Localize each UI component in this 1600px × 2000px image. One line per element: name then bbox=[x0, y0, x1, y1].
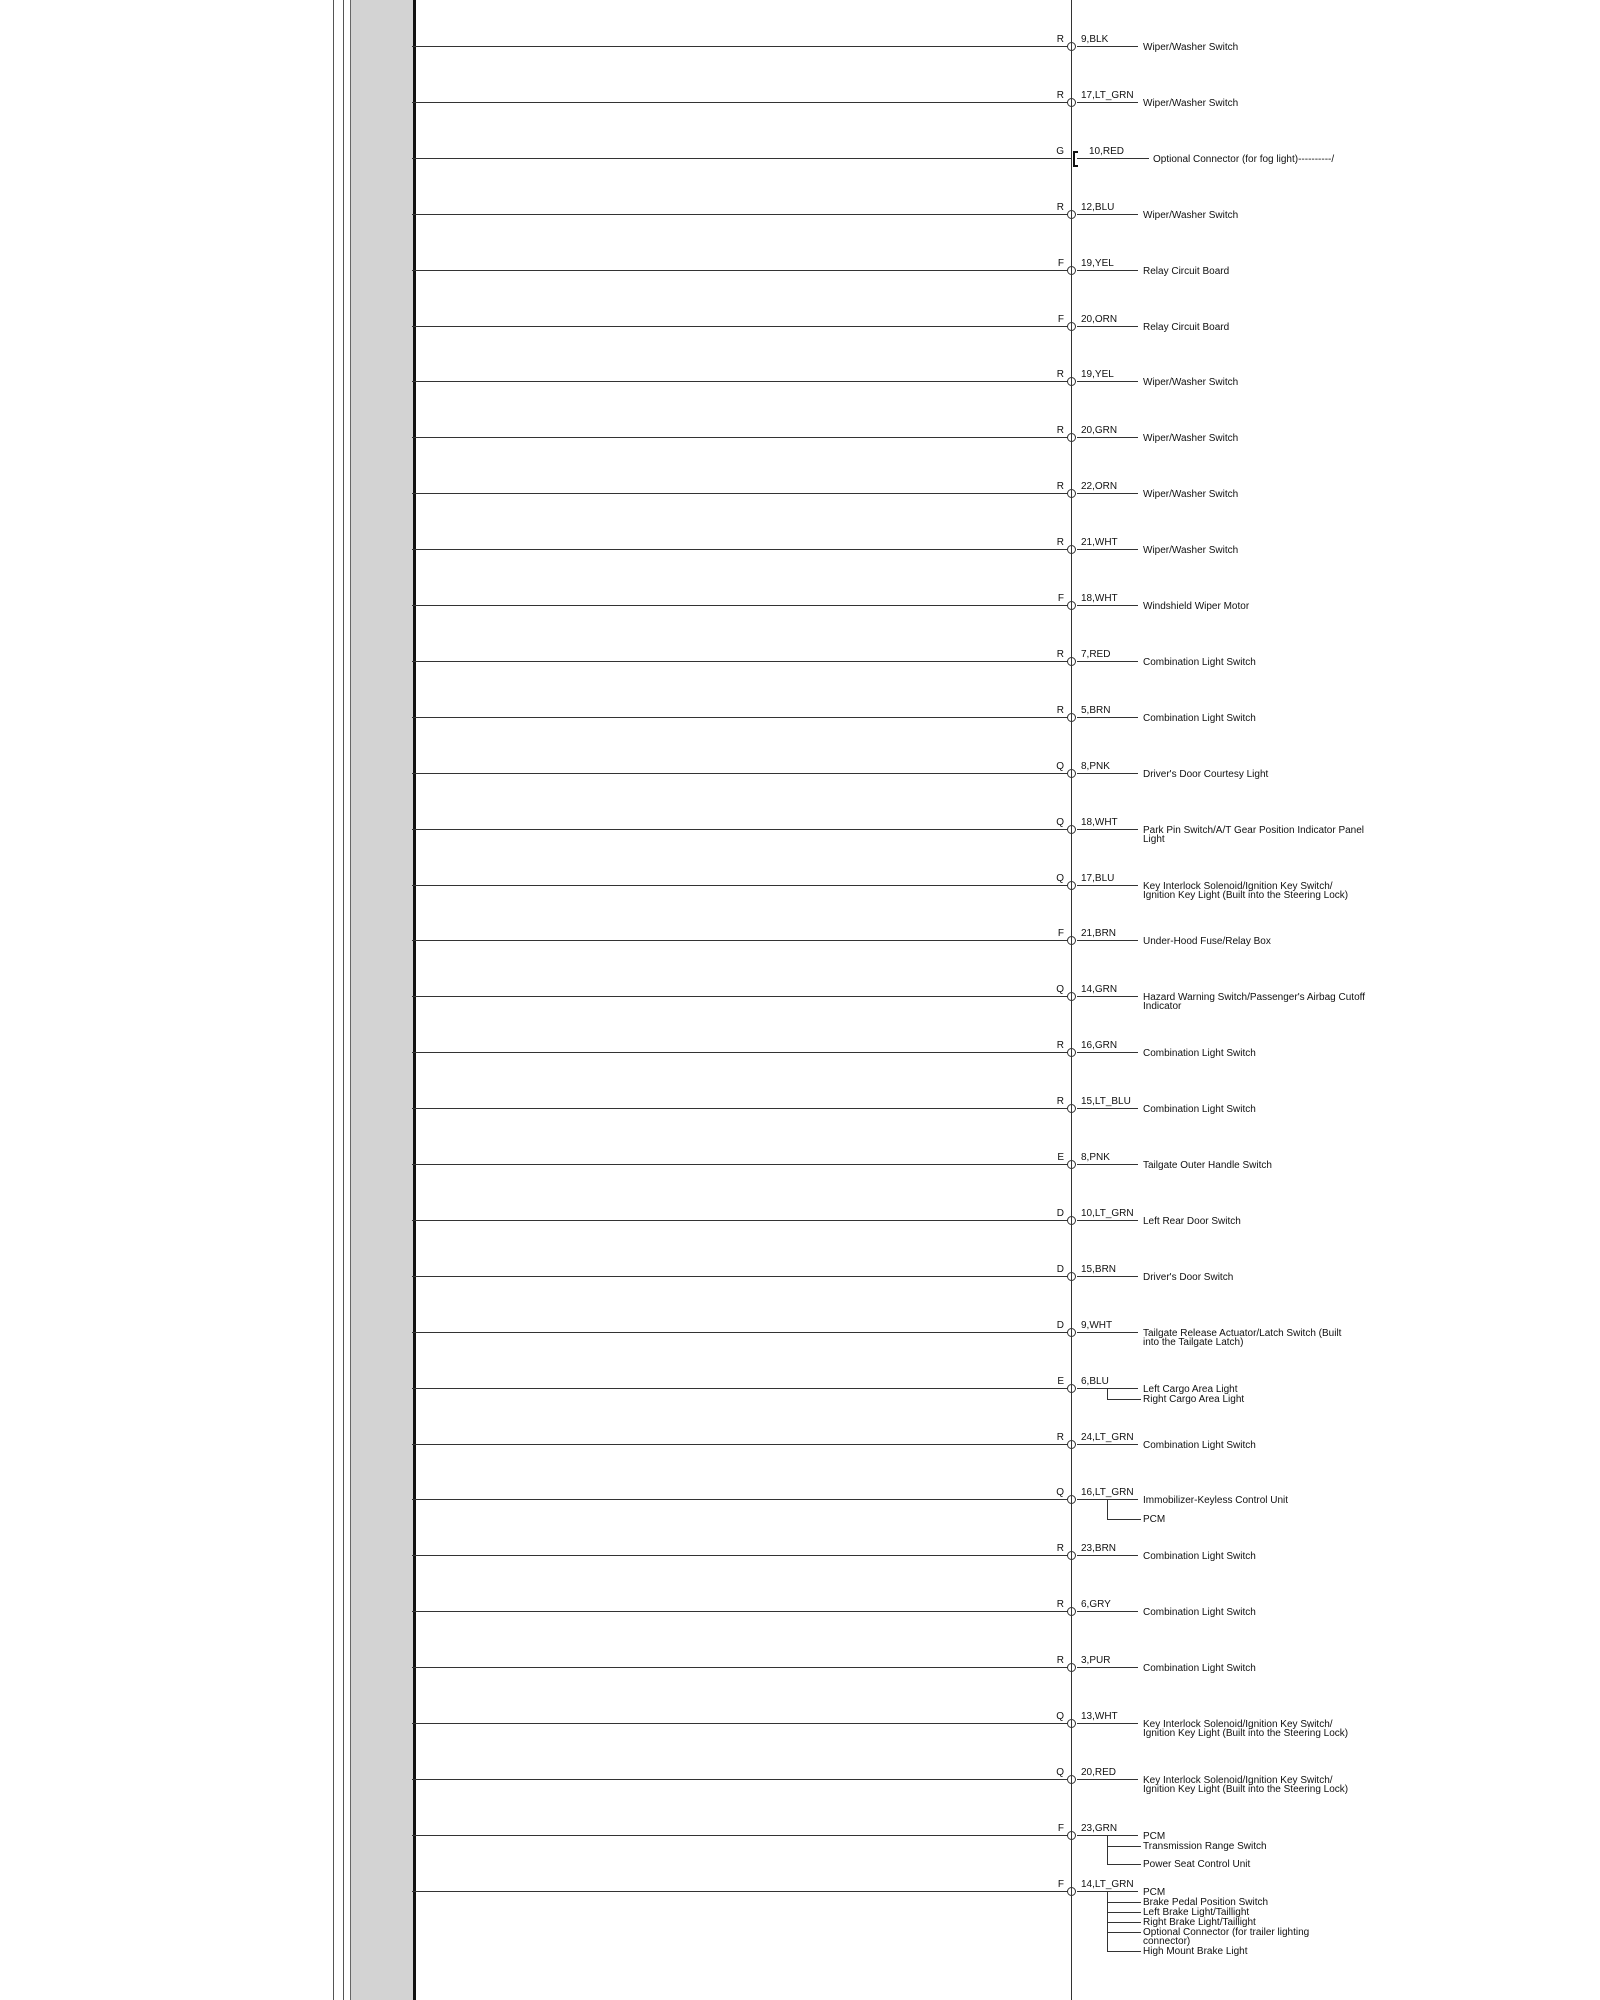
wire-line bbox=[412, 1220, 1071, 1221]
destination-label: PCM bbox=[1143, 1514, 1166, 1525]
wire-code-label: 8,PNK bbox=[1081, 761, 1110, 772]
connector-letter: E bbox=[1057, 1376, 1064, 1387]
wire-code-label: 17,BLU bbox=[1081, 873, 1115, 884]
connector-letter: R bbox=[1056, 425, 1064, 436]
wire-line bbox=[412, 1276, 1071, 1277]
wire-row bbox=[0, 1657, 1600, 1713]
destination-label: Combination Light Switch bbox=[1143, 1104, 1256, 1115]
terminal-symbol bbox=[1067, 1272, 1076, 1281]
wire-row bbox=[0, 316, 1600, 372]
terminal-symbol bbox=[1067, 433, 1076, 442]
wire-code-label: 9,WHT bbox=[1081, 1320, 1113, 1331]
connector-letter: F bbox=[1057, 258, 1064, 269]
destination-label: Brake Pedal Position Switch bbox=[1143, 1897, 1269, 1908]
wire-row bbox=[0, 1042, 1600, 1098]
wire-code-underline bbox=[1077, 326, 1138, 327]
destination-label: Left Cargo Area Light bbox=[1143, 1384, 1238, 1395]
branch-line-horizontal bbox=[1107, 1399, 1141, 1400]
wire-row bbox=[0, 539, 1600, 595]
wire-code-underline bbox=[1077, 1723, 1138, 1724]
wire-code-underline bbox=[1077, 717, 1138, 718]
connector-letter: F bbox=[1057, 593, 1064, 604]
wire-code-label: 14,GRN bbox=[1081, 984, 1118, 995]
wire-line bbox=[412, 996, 1071, 997]
destination-label: Combination Light Switch bbox=[1143, 1440, 1256, 1451]
wire-row bbox=[0, 1154, 1600, 1210]
connector-letter: R bbox=[1056, 90, 1064, 101]
destination-label: Combination Light Switch bbox=[1143, 657, 1256, 668]
destination-label: Under-Hood Fuse/Relay Box bbox=[1143, 936, 1271, 947]
destination-label: Wiper/Washer Switch bbox=[1143, 545, 1239, 556]
wire-code-label: 6,GRY bbox=[1081, 1599, 1111, 1610]
branch-line-vertical bbox=[1107, 1835, 1108, 1864]
wire-code-label: 10,LT_GRN bbox=[1081, 1208, 1134, 1219]
terminal-symbol bbox=[1067, 1048, 1076, 1057]
terminal-symbol bbox=[1067, 601, 1076, 610]
connector-bracket-symbol bbox=[1073, 151, 1078, 167]
wire-code-underline bbox=[1077, 1276, 1138, 1277]
connector-letter: F bbox=[1057, 314, 1064, 325]
wire-code-label: 8,PNK bbox=[1081, 1152, 1110, 1163]
terminal-symbol bbox=[1067, 936, 1076, 945]
branch-line-vertical bbox=[1107, 1388, 1108, 1399]
terminal-symbol bbox=[1067, 545, 1076, 554]
wire-line bbox=[412, 1779, 1071, 1780]
branch-line-horizontal bbox=[1107, 1846, 1141, 1847]
wire-code-label: 22,ORN bbox=[1081, 481, 1118, 492]
wire-code-underline bbox=[1077, 493, 1138, 494]
wire-code-label: 9,BLK bbox=[1081, 34, 1109, 45]
wire-line bbox=[412, 46, 1071, 47]
destination-label: PCM bbox=[1143, 1831, 1166, 1842]
wire-code-underline bbox=[1077, 1444, 1138, 1445]
destination-label: Wiper/Washer Switch bbox=[1143, 42, 1239, 53]
branch-line-horizontal bbox=[1107, 1912, 1141, 1913]
wire-line bbox=[412, 381, 1071, 382]
wire-row bbox=[0, 1769, 1600, 1825]
destination-label: Key Interlock Solenoid/Ignition Key Switch/ Ignition Key Light (Built into the Steering Lock) bbox=[1143, 881, 1349, 901]
terminal-symbol bbox=[1067, 489, 1076, 498]
terminal-symbol bbox=[1067, 1607, 1076, 1616]
wire-line bbox=[412, 1611, 1071, 1612]
terminal-symbol bbox=[1067, 1551, 1076, 1560]
wire-code-label: 18,WHT bbox=[1081, 817, 1118, 828]
connector-letter: R bbox=[1056, 1599, 1064, 1610]
connector-letter: E bbox=[1057, 1152, 1064, 1163]
connector-letter: R bbox=[1056, 481, 1064, 492]
wire-code-underline bbox=[1077, 1611, 1138, 1612]
wire-row bbox=[0, 483, 1600, 539]
wire-row bbox=[0, 1879, 1600, 1957]
terminal-symbol bbox=[1067, 825, 1076, 834]
connector-letter: D bbox=[1056, 1264, 1064, 1275]
wire-row bbox=[0, 260, 1600, 316]
wire-code-label: 21,BRN bbox=[1081, 928, 1117, 939]
wire-code-underline bbox=[1077, 1667, 1138, 1668]
wire-row bbox=[0, 92, 1600, 148]
wire-row bbox=[0, 1713, 1600, 1769]
connector-letter: R bbox=[1056, 1096, 1064, 1107]
wire-code-underline bbox=[1077, 885, 1138, 886]
wire-row bbox=[0, 875, 1600, 931]
terminal-symbol bbox=[1067, 1663, 1076, 1672]
wire-code-label: 21,WHT bbox=[1081, 537, 1118, 548]
destination-label: Park Pin Switch/A/T Gear Position Indicator Panel Light bbox=[1143, 825, 1365, 845]
terminal-symbol bbox=[1067, 98, 1076, 107]
destination-label: Key Interlock Solenoid/Ignition Key Switch/ Ignition Key Light (Built into the Steering Lock) bbox=[1143, 1719, 1349, 1739]
wire-row bbox=[0, 1825, 1600, 1881]
destination-label: Hazard Warning Switch/Passenger's Airbag Cutoff Indicator bbox=[1143, 992, 1366, 1012]
wire-line bbox=[412, 158, 1071, 159]
wire-line bbox=[412, 102, 1071, 103]
wire-code-underline bbox=[1077, 46, 1138, 47]
terminal-symbol bbox=[1067, 1440, 1076, 1449]
terminal-symbol bbox=[1067, 266, 1076, 275]
destination-label: Left Rear Door Switch bbox=[1143, 1216, 1241, 1227]
wire-line bbox=[412, 661, 1071, 662]
wire-row bbox=[0, 1545, 1600, 1601]
connector-letter: R bbox=[1056, 1655, 1064, 1666]
wire-row bbox=[0, 371, 1600, 427]
branch-line-horizontal bbox=[1107, 1902, 1141, 1903]
connector-letter: R bbox=[1056, 202, 1064, 213]
destination-label: Combination Light Switch bbox=[1143, 1551, 1256, 1562]
wire-row bbox=[0, 1489, 1600, 1545]
wire-code-underline bbox=[1077, 158, 1149, 159]
wire-row bbox=[0, 819, 1600, 875]
wire-code-underline bbox=[1077, 1779, 1138, 1780]
destination-label: High Mount Brake Light bbox=[1143, 1946, 1248, 1957]
terminal-symbol bbox=[1067, 1831, 1076, 1840]
destination-label: Wiper/Washer Switch bbox=[1143, 433, 1239, 444]
wire-row bbox=[0, 148, 1600, 204]
terminal-symbol bbox=[1067, 1495, 1076, 1504]
terminal-symbol bbox=[1067, 992, 1076, 1001]
wire-row bbox=[0, 204, 1600, 260]
wire-row bbox=[0, 1434, 1600, 1490]
connector-letter: Q bbox=[1056, 1767, 1064, 1778]
terminal-symbol bbox=[1067, 322, 1076, 331]
wire-code-label: 19,YEL bbox=[1081, 258, 1114, 269]
destination-label: Right Cargo Area Light bbox=[1143, 1394, 1245, 1405]
connector-letter: G bbox=[1056, 146, 1064, 157]
terminal-symbol bbox=[1067, 1719, 1076, 1728]
wire-code-label: 15,LT_BLU bbox=[1081, 1096, 1131, 1107]
connector-letter: R bbox=[1056, 1040, 1064, 1051]
destination-label: Right Brake Light/Taillight bbox=[1143, 1917, 1256, 1928]
destination-label: Power Seat Control Unit bbox=[1143, 1859, 1251, 1870]
wire-code-underline bbox=[1077, 270, 1138, 271]
wire-code-label: 5,BRN bbox=[1081, 705, 1111, 716]
wire-row bbox=[0, 986, 1600, 1042]
wire-code-underline bbox=[1077, 605, 1138, 606]
wire-line bbox=[412, 1667, 1071, 1668]
connector-letter: R bbox=[1056, 34, 1064, 45]
wire-code-underline bbox=[1077, 1332, 1138, 1333]
connector-letter: Q bbox=[1056, 1711, 1064, 1722]
wire-line bbox=[412, 1555, 1071, 1556]
wire-row bbox=[0, 1266, 1600, 1322]
destination-label: Optional Connector (for trailer lighting connector) bbox=[1143, 1927, 1310, 1947]
wire-code-underline bbox=[1077, 381, 1138, 382]
branch-line-horizontal bbox=[1107, 1519, 1141, 1520]
terminal-symbol bbox=[1067, 1216, 1076, 1225]
wire-code-underline bbox=[1077, 829, 1138, 830]
wire-line bbox=[412, 1388, 1071, 1389]
wire-code-label: 20,ORN bbox=[1081, 314, 1118, 325]
connector-letter: R bbox=[1056, 649, 1064, 660]
destination-label: Tailgate Outer Handle Switch bbox=[1143, 1160, 1272, 1171]
wire-code-label: 20,GRN bbox=[1081, 425, 1118, 436]
branch-line-horizontal bbox=[1107, 1951, 1141, 1952]
connector-letter: Q bbox=[1056, 984, 1064, 995]
wire-code-label: 19,YEL bbox=[1081, 369, 1114, 380]
destination-label: PCM bbox=[1143, 1887, 1166, 1898]
connector-letter: R bbox=[1056, 1543, 1064, 1554]
terminal-symbol bbox=[1067, 881, 1076, 890]
wire-code-label: 3,PUR bbox=[1081, 1655, 1111, 1666]
wire-code-label: 14,LT_GRN bbox=[1081, 1879, 1134, 1890]
connector-letter: Q bbox=[1056, 873, 1064, 884]
connector-letter: F bbox=[1057, 928, 1064, 939]
wire-line bbox=[412, 1164, 1071, 1165]
terminal-symbol bbox=[1067, 1887, 1076, 1896]
connector-letter: R bbox=[1056, 537, 1064, 548]
wire-row bbox=[0, 1210, 1600, 1266]
wire-row bbox=[0, 36, 1600, 92]
wire-code-label: 12,BLU bbox=[1081, 202, 1115, 213]
wire-line bbox=[412, 437, 1071, 438]
wire-line bbox=[412, 1444, 1071, 1445]
wire-line bbox=[412, 270, 1071, 271]
destination-label: Optional Connector (for fog light)----------/ bbox=[1153, 154, 1335, 165]
destination-label: Combination Light Switch bbox=[1143, 1663, 1256, 1674]
terminal-symbol bbox=[1067, 1384, 1076, 1393]
terminal-symbol bbox=[1067, 1775, 1076, 1784]
terminal-symbol bbox=[1067, 1328, 1076, 1337]
branch-line-horizontal bbox=[1107, 1922, 1141, 1923]
wire-line bbox=[412, 549, 1071, 550]
wire-code-underline bbox=[1077, 1108, 1138, 1109]
terminal-symbol bbox=[1067, 42, 1076, 51]
wire-code-label: 24,LT_GRN bbox=[1081, 1432, 1134, 1443]
wire-line bbox=[412, 1499, 1071, 1500]
connector-letter: R bbox=[1056, 1432, 1064, 1443]
wire-line bbox=[412, 1108, 1071, 1109]
wire-code-underline bbox=[1077, 773, 1138, 774]
terminal-symbol bbox=[1067, 377, 1076, 386]
wire-line bbox=[412, 940, 1071, 941]
branch-line-vertical bbox=[1107, 1891, 1108, 1951]
wire-code-label: 13,WHT bbox=[1081, 1711, 1118, 1722]
destination-label: Wiper/Washer Switch bbox=[1143, 98, 1239, 109]
wire-code-underline bbox=[1077, 1220, 1138, 1221]
wire-line bbox=[412, 1332, 1071, 1333]
wire-code-label: 16,GRN bbox=[1081, 1040, 1118, 1051]
destination-label: Wiper/Washer Switch bbox=[1143, 377, 1239, 388]
wire-line bbox=[412, 605, 1071, 606]
wire-line bbox=[412, 214, 1071, 215]
wire-line bbox=[412, 829, 1071, 830]
wire-row bbox=[0, 1378, 1600, 1434]
connector-letter: Q bbox=[1056, 1487, 1064, 1498]
wire-row bbox=[0, 707, 1600, 763]
destination-label: Relay Circuit Board bbox=[1143, 322, 1230, 333]
wire-code-label: 20,RED bbox=[1081, 1767, 1117, 1778]
connector-letter: Q bbox=[1056, 761, 1064, 772]
wire-line bbox=[412, 493, 1071, 494]
destination-label: Wiper/Washer Switch bbox=[1143, 210, 1239, 221]
terminal-symbol bbox=[1067, 657, 1076, 666]
terminal-symbol bbox=[1067, 1104, 1076, 1113]
connector-letter: R bbox=[1056, 369, 1064, 380]
wire-row bbox=[0, 651, 1600, 707]
wire-row bbox=[0, 930, 1600, 986]
wire-row bbox=[0, 763, 1600, 819]
destination-label: Windshield Wiper Motor bbox=[1143, 601, 1250, 612]
wire-line bbox=[412, 1723, 1071, 1724]
connector-letter: F bbox=[1057, 1879, 1064, 1890]
wire-row bbox=[0, 1322, 1600, 1378]
destination-label: Relay Circuit Board bbox=[1143, 266, 1230, 277]
wire-code-underline bbox=[1077, 996, 1138, 997]
wire-line bbox=[412, 1052, 1071, 1053]
branch-line-vertical bbox=[1107, 1499, 1108, 1519]
wire-line bbox=[412, 717, 1071, 718]
connector-letter: Q bbox=[1056, 817, 1064, 828]
destination-label: Wiper/Washer Switch bbox=[1143, 489, 1239, 500]
connector-letter: D bbox=[1056, 1208, 1064, 1219]
wire-code-underline bbox=[1077, 940, 1138, 941]
connector-letter: F bbox=[1057, 1823, 1064, 1834]
destination-label: Transmission Range Switch bbox=[1143, 1841, 1267, 1852]
destination-label: Driver's Door Switch bbox=[1143, 1272, 1234, 1283]
wire-code-label: 23,BRN bbox=[1081, 1543, 1117, 1554]
wire-code-underline bbox=[1077, 214, 1138, 215]
wire-code-label: 10,RED bbox=[1089, 146, 1125, 157]
wire-code-label: 18,WHT bbox=[1081, 593, 1118, 604]
destination-label: Combination Light Switch bbox=[1143, 1607, 1256, 1618]
destination-label: Key Interlock Solenoid/Ignition Key Switch/ Ignition Key Light (Built into the Steering Lock) bbox=[1143, 1775, 1349, 1795]
wire-row bbox=[0, 595, 1600, 651]
wire-row bbox=[0, 427, 1600, 483]
wire-code-underline bbox=[1077, 1164, 1138, 1165]
terminal-symbol bbox=[1067, 210, 1076, 219]
destination-label: Left Brake Light/Taillight bbox=[1143, 1907, 1250, 1918]
wire-code-label: 6,BLU bbox=[1081, 1376, 1109, 1387]
wire-code-underline bbox=[1077, 437, 1138, 438]
branch-line-horizontal bbox=[1107, 1932, 1141, 1933]
connector-letter: R bbox=[1056, 705, 1064, 716]
wire-line bbox=[412, 1835, 1071, 1836]
wire-code-label: 15,BRN bbox=[1081, 1264, 1117, 1275]
wire-code-underline bbox=[1077, 549, 1138, 550]
wire-line bbox=[412, 326, 1071, 327]
wire-line bbox=[412, 773, 1071, 774]
connector-letter: D bbox=[1056, 1320, 1064, 1331]
destination-label: Driver's Door Courtesy Light bbox=[1143, 769, 1269, 780]
wire-row bbox=[0, 1098, 1600, 1154]
wire-line bbox=[412, 885, 1071, 886]
wire-line bbox=[412, 1891, 1071, 1892]
wire-code-underline bbox=[1077, 1052, 1138, 1053]
destination-label: Tailgate Release Actuator/Latch Switch (Built into the Tailgate Latch) bbox=[1143, 1328, 1342, 1348]
wire-code-underline bbox=[1077, 102, 1138, 103]
wire-code-underline bbox=[1077, 1555, 1138, 1556]
destination-label: Combination Light Switch bbox=[1143, 1048, 1256, 1059]
terminal-symbol bbox=[1067, 769, 1076, 778]
wire-code-label: 7,RED bbox=[1081, 649, 1111, 660]
destination-label: Immobilizer-Keyless Control Unit bbox=[1143, 1495, 1289, 1506]
branch-line-horizontal bbox=[1107, 1864, 1141, 1865]
destination-label: Combination Light Switch bbox=[1143, 713, 1256, 724]
wire-code-label: 17,LT_GRN bbox=[1081, 90, 1134, 101]
wire-row bbox=[0, 1601, 1600, 1657]
wire-code-underline bbox=[1077, 661, 1138, 662]
wire-code-label: 16,LT_GRN bbox=[1081, 1487, 1134, 1498]
wire-code-label: 23,GRN bbox=[1081, 1823, 1118, 1834]
terminal-symbol bbox=[1067, 713, 1076, 722]
terminal-symbol bbox=[1067, 1160, 1076, 1169]
